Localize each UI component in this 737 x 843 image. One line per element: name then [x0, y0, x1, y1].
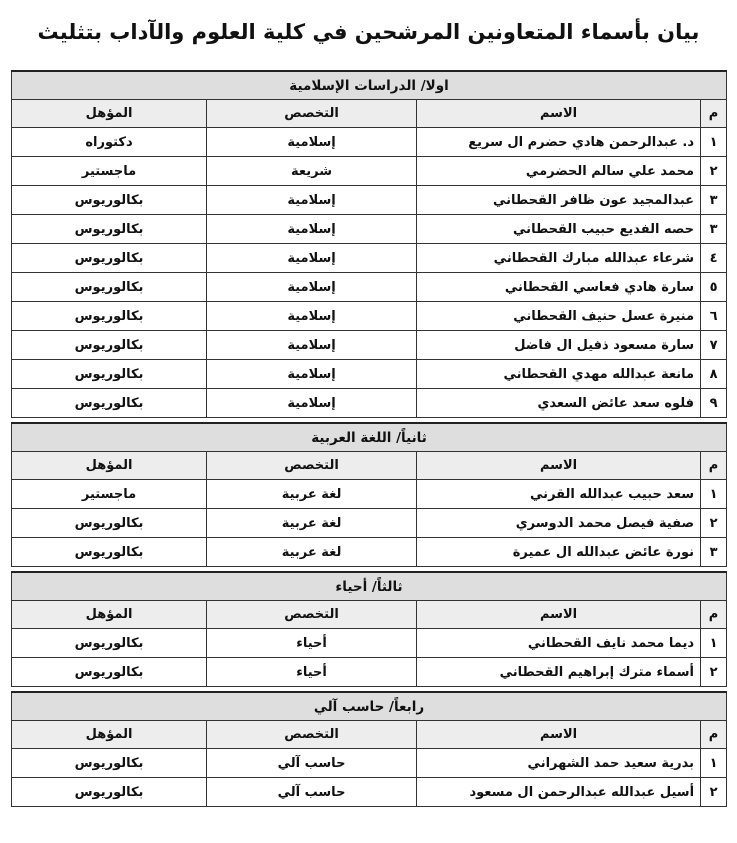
row-qualification: ماجستير	[12, 157, 207, 186]
table-row	[12, 186, 727, 215]
row-specialization: لغة عربية	[207, 480, 417, 509]
row-specialization: إسلامية	[207, 389, 417, 418]
column-header-row	[12, 100, 727, 128]
row-number: ١	[701, 128, 727, 157]
row-number: ٦	[701, 302, 727, 331]
row-number: ١	[701, 480, 727, 509]
section-title: ثالثاً/ أحياء	[12, 572, 727, 601]
header-specialization: التخصص	[207, 721, 417, 749]
row-qualification: بكالوريوس	[12, 629, 207, 658]
row-specialization: إسلامية	[207, 360, 417, 389]
row-name: سعد حبيب عبدالله القرني	[417, 480, 701, 509]
row-specialization: إسلامية	[207, 273, 417, 302]
column-header-row	[12, 452, 727, 480]
row-qualification: بكالوريوس	[12, 273, 207, 302]
row-name: أسيل عبدالله عبدالرحمن ال مسعود	[417, 778, 701, 807]
row-specialization: لغة عربية	[207, 538, 417, 567]
row-name: شرعاء عبدالله مبارك القحطاني	[417, 244, 701, 273]
row-name: عبدالمجيد عون ظافر القحطاني	[417, 186, 701, 215]
row-number: ٣	[701, 538, 727, 567]
row-specialization: لغة عربية	[207, 509, 417, 538]
row-name: محمد علي سالم الحضرمي	[417, 157, 701, 186]
row-name: سارة هادي فعاسي القحطاني	[417, 273, 701, 302]
row-specialization: أحياء	[207, 629, 417, 658]
row-qualification: بكالوريوس	[12, 360, 207, 389]
row-name: منيرة عسل حنيف القحطاني	[417, 302, 701, 331]
row-name: مانعة عبدالله مهدي القحطاني	[417, 360, 701, 389]
row-number: ١	[701, 629, 727, 658]
row-name: أسماء مترك إبراهيم القحطاني	[417, 658, 701, 687]
row-qualification: دكتوراه	[12, 128, 207, 157]
section-title-row	[12, 423, 727, 452]
document-title: بيان بأسماء المتعاونين المرشحين في كلية العلوم والآداب بتثليث	[37, 20, 700, 44]
row-name: ديما محمد نايف القحطاني	[417, 629, 701, 658]
header-num: م	[701, 601, 727, 629]
section-title: اولا/ الدراسات الإسلامية	[12, 71, 727, 100]
row-specialization: إسلامية	[207, 128, 417, 157]
row-number: ٩	[701, 389, 727, 418]
row-qualification: بكالوريوس	[12, 509, 207, 538]
row-qualification: بكالوريوس	[12, 331, 207, 360]
header-num: م	[701, 100, 727, 128]
table-row	[12, 244, 727, 273]
row-name: د. عبدالرحمن هادي حضرم ال سريع	[417, 128, 701, 157]
row-number: ٢	[701, 509, 727, 538]
row-number: ٢	[701, 658, 727, 687]
row-specialization: حاسب آلي	[207, 778, 417, 807]
row-name: حصه الفديع حبيب القحطاني	[417, 215, 701, 244]
candidates-table-body	[12, 71, 727, 807]
row-name: سارة مسعود ذفيل ال فاضل	[417, 331, 701, 360]
row-name: بدرية سعيد حمد الشهراني	[417, 749, 701, 778]
table-row	[12, 157, 727, 186]
section-title-row	[12, 572, 727, 601]
row-qualification: بكالوريوس	[12, 538, 207, 567]
column-header-row	[12, 601, 727, 629]
table-row	[12, 215, 727, 244]
row-specialization: إسلامية	[207, 215, 417, 244]
row-number: ٢	[701, 157, 727, 186]
row-specialization: شريعة	[207, 157, 417, 186]
column-header-row	[12, 721, 727, 749]
row-number: ٥	[701, 273, 727, 302]
row-number: ٧	[701, 331, 727, 360]
header-qualification: المؤهل	[12, 721, 207, 749]
table-row	[12, 629, 727, 658]
row-number: ٣	[701, 186, 727, 215]
header-num: م	[701, 452, 727, 480]
table-row	[12, 302, 727, 331]
header-qualification: المؤهل	[12, 100, 207, 128]
row-qualification: بكالوريوس	[12, 658, 207, 687]
row-specialization: إسلامية	[207, 302, 417, 331]
row-qualification: بكالوريوس	[12, 302, 207, 331]
table-row	[12, 509, 727, 538]
row-qualification: بكالوريوس	[12, 215, 207, 244]
table-row	[12, 389, 727, 418]
row-qualification: بكالوريوس	[12, 778, 207, 807]
table-row	[12, 128, 727, 157]
row-specialization: أحياء	[207, 658, 417, 687]
candidates-table	[11, 70, 727, 807]
section-title-row	[12, 692, 727, 721]
row-qualification: بكالوريوس	[12, 244, 207, 273]
header-name: الاسم	[417, 452, 701, 480]
header-name: الاسم	[417, 601, 701, 629]
row-specialization: إسلامية	[207, 244, 417, 273]
header-specialization: التخصص	[207, 601, 417, 629]
table-row	[12, 778, 727, 807]
table-row	[12, 658, 727, 687]
header-qualification: المؤهل	[12, 452, 207, 480]
row-qualification: بكالوريوس	[12, 389, 207, 418]
header-num: م	[701, 721, 727, 749]
header-qualification: المؤهل	[12, 601, 207, 629]
table-row	[12, 273, 727, 302]
row-number: ٨	[701, 360, 727, 389]
section-title: ثانياً/ اللغة العربية	[12, 423, 727, 452]
header-name: الاسم	[417, 100, 701, 128]
table-row	[12, 480, 727, 509]
header-specialization: التخصص	[207, 452, 417, 480]
row-name: نورة عائض عبدالله ال عميرة	[417, 538, 701, 567]
row-qualification: بكالوريوس	[12, 186, 207, 215]
row-specialization: إسلامية	[207, 331, 417, 360]
header-name: الاسم	[417, 721, 701, 749]
row-specialization: حاسب آلي	[207, 749, 417, 778]
row-number: ٣	[701, 215, 727, 244]
table-row	[12, 360, 727, 389]
row-name: فلوه سعد عائض السعدي	[417, 389, 701, 418]
section-title-row	[12, 71, 727, 100]
table-row	[12, 749, 727, 778]
section-title: رابعاً/ حاسب آلي	[12, 692, 727, 721]
row-number: ٢	[701, 778, 727, 807]
header-specialization: التخصص	[207, 100, 417, 128]
row-number: ٤	[701, 244, 727, 273]
table-row	[12, 538, 727, 567]
row-number: ١	[701, 749, 727, 778]
row-name: صفية فيصل محمد الدوسري	[417, 509, 701, 538]
table-row	[12, 331, 727, 360]
row-qualification: ماجستير	[12, 480, 207, 509]
row-specialization: إسلامية	[207, 186, 417, 215]
row-qualification: بكالوريوس	[12, 749, 207, 778]
